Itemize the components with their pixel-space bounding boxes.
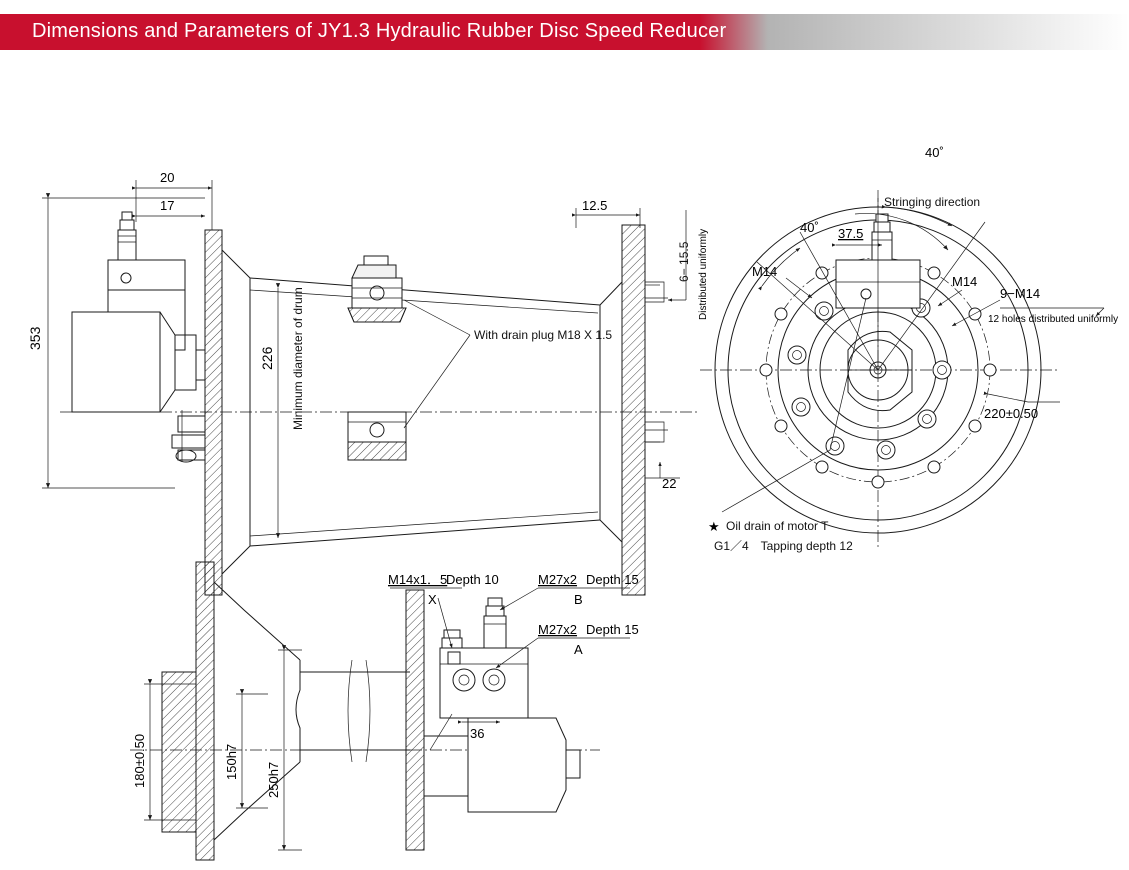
dimension-220 — [984, 394, 1060, 421]
stringing-direction-note: Stringing direction — [884, 195, 981, 209]
dim-250h7-label: 250h7 — [266, 761, 281, 798]
port-b-thread-label: M27x2 — [538, 572, 578, 587]
angle-40-right: 40˚ — [925, 145, 944, 160]
oil-drain-label: Oil drain of motor T — [726, 519, 829, 533]
port-b-depth-label: Depth 15 — [586, 572, 639, 587]
port-x-note — [388, 572, 499, 648]
dim-180-label: 180±0.50 — [132, 733, 147, 788]
port-x-thread-label: M14x1．5 — [388, 572, 448, 587]
tapping-depth-label: G1／4 Tapping depth 12 — [714, 539, 853, 553]
dim-12-5-label: 12.5 — [582, 198, 608, 213]
front-section-view — [27, 170, 709, 595]
dimension-17 — [136, 198, 205, 216]
end-face-view — [700, 145, 1118, 553]
inner-bolt-ring — [788, 283, 951, 459]
drum-diameter-note: Minimum diameter of drum — [291, 287, 305, 430]
dim-220-label: 220±0.50 — [984, 406, 1039, 421]
star-symbol: ★ — [708, 519, 720, 534]
hole-note-group — [668, 210, 709, 320]
drain-plug-note: With drain plug M18 X 1.5 — [474, 328, 613, 342]
port-b-tag: B — [574, 592, 583, 607]
technical-drawing — [0, 50, 1129, 870]
m14-left-note — [752, 264, 812, 298]
holes-uniform-label: 12 holes distributed uniformly — [988, 314, 1119, 325]
port-b-note — [500, 572, 639, 610]
dimension-150h7 — [224, 694, 268, 808]
port-x-depth-label: Depth 10 — [446, 572, 499, 587]
dim-36-label: 36 — [470, 726, 485, 741]
dim-37-5-label: 37.5 — [838, 226, 864, 241]
dim-20-label: 20 — [160, 170, 175, 185]
dim-150h7-label: 150h7 — [224, 743, 239, 780]
dimension-226 — [259, 288, 278, 538]
page-title: Dimensions and Parameters of JY1.3 Hydraulic Rubber Disc Speed Reducer — [32, 20, 727, 42]
bolt-circle-label: 9−M14 — [1000, 286, 1041, 301]
port-a-thread-label: M27x2 — [538, 622, 578, 637]
port-a-tag: A — [574, 642, 583, 657]
distributed-uniformly-note: Distributed uniformly — [698, 228, 709, 320]
dimension-22 — [645, 462, 680, 491]
hole-count-note: 6− 15.5 — [677, 241, 691, 282]
dimension-12-5 — [576, 198, 640, 228]
port-x-tag: X — [428, 592, 437, 607]
drum-fitting-upper — [348, 256, 406, 322]
dim-353-label: 353 — [27, 326, 43, 350]
dim-17-label: 17 — [160, 198, 175, 213]
port-a-depth-label: Depth 15 — [586, 622, 639, 637]
title-banner — [0, 14, 1129, 50]
m14-left-label: M14 — [752, 264, 778, 279]
angle-40-left: 40˚ — [800, 220, 819, 235]
dim-226-label: 226 — [259, 346, 275, 370]
side-section-view — [130, 562, 639, 860]
drum-fitting-lower — [348, 412, 406, 460]
m14-right-label: M14 — [952, 274, 978, 289]
dim-22-label: 22 — [662, 476, 677, 491]
